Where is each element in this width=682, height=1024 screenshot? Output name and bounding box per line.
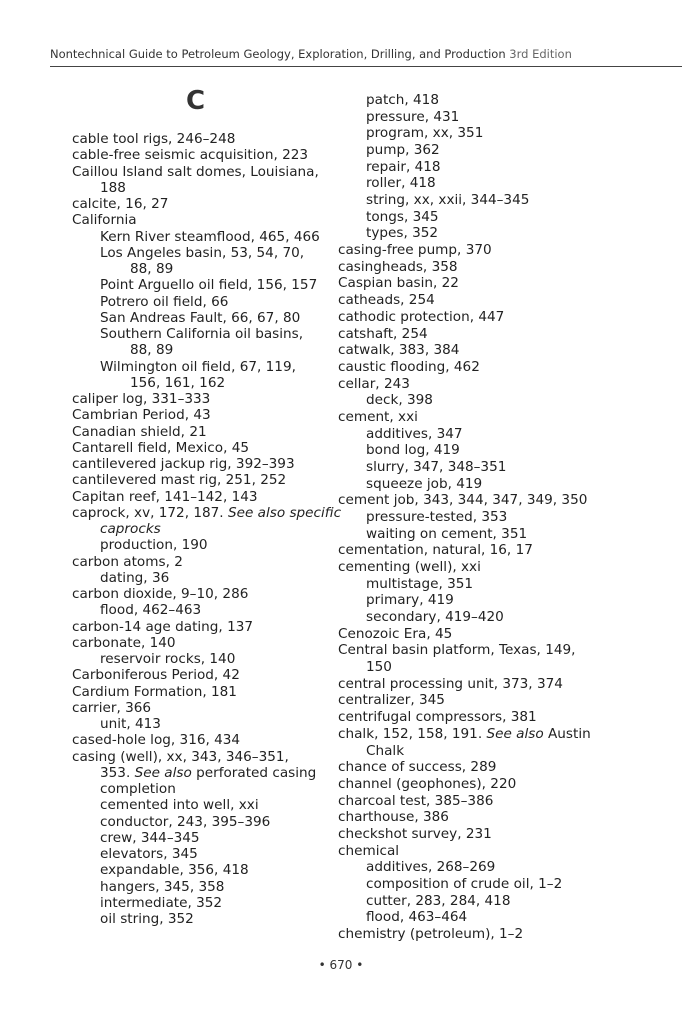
index-subentry [100,180,126,196]
entry-text: charcoal test, 385–386 [338,792,494,809]
index-entry [72,619,253,635]
index-subentry [130,342,173,358]
entry-text: cable-free seismic acquisition, 223 [72,147,309,164]
index-subentry [100,229,320,245]
entry-text: Chalk [366,742,405,759]
entry-text: 88, 89 [130,261,174,277]
entry-text: caustic flooding, 462 [338,358,480,375]
entry-text: cellar, 243 [338,375,410,392]
index-subentry [366,909,467,925]
index-entry [72,505,341,521]
cross-reference: See also [486,725,544,742]
entry-text: roller, 418 [366,175,436,192]
entry-text: centrifugal compressors, 381 [338,709,537,726]
index-subentry [100,716,161,732]
index-entry [72,586,248,602]
entry-text: expandable, 356, 418 [100,862,249,879]
index-subentry [100,814,270,830]
index-subentry [100,765,316,781]
entry-text: patch, 418 [366,92,439,108]
index-subentry [366,442,460,458]
entry-text: squeeze job, 419 [366,475,483,492]
index-subentry [100,537,208,553]
index-subentry [366,142,440,158]
index-entry [338,826,492,842]
index-entry [72,164,319,180]
index-entry [72,667,240,683]
index-entry [72,407,211,423]
entry-text: cantilevered jackup rig, 392–393 [72,456,295,472]
entry-text: program, xx, 351 [366,125,484,142]
entry-text: catheads, 254 [338,292,435,309]
index-entry [72,489,258,505]
index-subentry [366,609,504,625]
index-subentry [366,225,438,241]
entry-text: Wilmington oil field, 67, 119, [100,358,296,375]
index-subentry [130,375,225,391]
index-entry [72,440,249,456]
entry-text: charthouse, 386 [338,809,449,826]
index-subentry [100,911,194,927]
entry-text: additives, 347 [366,425,463,442]
entry-text: chalk, 152, 158, 191. [338,725,483,742]
entry-text: slurry, 347, 348–351 [366,458,507,475]
entry-text: Canadian shield, 21 [72,423,207,440]
entry-text: Cenozoic Era, 45 [338,625,453,642]
entry-text: pressure, 431 [366,108,460,125]
entry-text: chemistry (petroleum), 1–2 [338,926,524,942]
entry-text: California [72,212,137,229]
index-entry [72,554,183,570]
entry-text: string, xx, xxii, 344–345 [366,192,530,209]
index-subentry [100,359,296,375]
entry-text: unit, 413 [100,716,161,732]
entry-text: composition of crude oil, 1–2 [366,875,563,892]
entry-text: casing (well), xx, 343, 346–351, [72,748,289,765]
entry-text: cement job, 343, 344, 347, 349, 350 [338,492,588,509]
index-entry [72,391,210,407]
entry-text: 353. [100,764,131,781]
index-subentry [366,659,392,675]
index-subentry [100,651,235,667]
entry-text: additives, 268–269 [366,859,496,876]
entry-text: deck, 398 [366,392,433,409]
header-rule [50,66,682,67]
entry-text: caprock, xv, 172, 187. [72,504,224,521]
index-entry [338,809,449,825]
entry-text: completion [100,781,176,797]
index-subentry [366,743,404,759]
index-subentry [366,125,483,141]
index-subentry [100,797,259,813]
index-entry [338,676,563,692]
index-subentry [100,895,222,911]
index-entry [338,275,459,291]
index-subentry [100,830,200,846]
entry-text: carbon dioxide, 9–10, 286 [72,586,249,602]
entry-text: crew, 344–345 [100,829,200,846]
cross-reference: See also [134,764,192,781]
entry-text: carrier, 366 [72,699,152,716]
entry-text: cantilevered mast rig, 251, 252 [72,472,287,489]
index-entry [72,147,308,163]
index-entry [338,376,410,392]
entry-text: carbon-14 age dating, 137 [72,618,254,635]
entry-text: chemical [338,842,400,859]
index-entry [338,359,480,375]
index-entry [72,456,295,472]
entry-text: catwalk, 383, 384 [338,342,460,359]
cross-reference-target: Austin [548,725,591,742]
entry-text: Point Arguello oil field, 156, 157 [100,277,318,294]
index-subentry [366,459,506,475]
entry-text: casing-free pump, 370 [338,242,492,259]
index-entry [338,843,399,859]
index-entry [338,559,481,575]
index-subentry [100,277,317,293]
entry-text: catshaft, 254 [338,325,428,342]
entry-text: dating, 36 [100,569,170,586]
entry-text: Los Angeles basin, 53, 54, 70, [100,244,305,261]
index-entry [338,626,452,642]
entry-text: Southern California oil basins, [100,326,304,342]
index-entry [338,793,493,809]
entry-text: intermediate, 352 [100,894,223,911]
entry-text: oil string, 352 [100,911,194,927]
entry-text: production, 190 [100,537,208,554]
index-subentry [100,602,201,618]
index-subentry [100,326,303,342]
index-subentry [100,879,224,895]
index-subentry [366,92,439,108]
index-subentry [366,392,433,408]
entry-text: Cambrian Period, 43 [72,407,211,424]
index-subentry [366,893,510,909]
index-entry [338,926,523,942]
index-entry [338,492,587,508]
index-entry [72,131,235,147]
index-entry [72,196,168,212]
cross-reference: See also specific [227,504,342,521]
index-entry [338,692,445,708]
entry-text: waiting on cement, 351 [366,525,528,542]
index-subentry [366,209,439,225]
index-subentry [366,876,562,892]
entry-text: cathodic protection, 447 [338,308,505,325]
index-entry [72,749,289,765]
entry-text: centralizer, 345 [338,692,445,709]
index-entry [338,776,516,792]
entry-text: channel (geophones), 220 [338,775,517,792]
entry-text: primary, 419 [366,592,454,609]
entry-text: elevators, 345 [100,846,198,862]
entry-text: flood, 462–463 [100,602,202,619]
entry-text: flood, 463–464 [366,909,468,926]
entry-text: Kern River steamflood, 465, 466 [100,228,320,245]
index-entry [72,212,137,228]
running-header [50,47,682,61]
index-entry [338,642,575,658]
index-subentry [100,781,176,797]
entry-text: bond log, 419 [366,442,460,459]
cross-reference-target: perforated casing [196,764,317,781]
entry-text: cemented into well, xxi [100,797,259,814]
entry-text: caliper log, 331–333 [72,391,211,407]
index-subentry [366,159,441,175]
entry-text: hangers, 345, 358 [100,878,225,895]
index-entry [338,409,418,425]
entry-text: types, 352 [366,225,439,242]
entry-text: reservoir rocks, 140 [100,651,236,667]
index-subentry [366,526,527,542]
entry-text: Cantarell field, Mexico, 45 [72,439,250,456]
index-subentry [100,245,304,261]
entry-text: cementation, natural, 16, 17 [338,542,533,559]
index-entry [338,342,459,358]
index-subentry [130,261,173,277]
entry-text: tongs, 345 [366,208,439,225]
entry-text: calcite, 16, 27 [72,196,169,212]
index-subentry [100,570,169,586]
index-subentry [100,862,249,878]
index-entry [338,726,591,742]
index-subentry [366,509,507,525]
index-entry [72,684,237,700]
entry-text: casingheads, 358 [338,258,458,275]
index-subentry [366,175,436,191]
index-entry [72,732,240,748]
index-entry [72,472,286,488]
index-entry [72,700,151,716]
index-entry [72,424,207,440]
index-subentry [100,521,161,537]
entry-text: 88, 89 [130,342,174,359]
index-entry [338,326,428,342]
entry-text: 150 [366,659,392,676]
book-edition: 3rd Edition [509,47,572,61]
entry-text: conductor, 243, 395–396 [100,813,271,830]
page-number: • 670 • [318,958,364,972]
book-title: Nontechnical Guide to Petroleum Geology, Exploration, Drilling, and Production [50,47,506,61]
entry-text: 156, 161, 162 [130,374,226,391]
entry-text: secondary, 419–420 [366,609,504,626]
entry-text: Capitan reef, 141–142, 143 [72,488,258,505]
entry-text: multistage, 351 [366,575,474,592]
index-subentry [100,294,228,310]
entry-text: Caspian basin, 22 [338,275,459,292]
index-subentry [366,109,459,125]
entry-text: Central basin platform, Texas, 149, [338,642,576,659]
index-entry [338,759,496,775]
index-subentry [366,192,529,208]
entry-text: carbonate, 140 [72,634,176,651]
entry-text: cutter, 283, 284, 418 [366,892,511,909]
entry-text: carbon atoms, 2 [72,553,183,570]
entry-text: chance of success, 289 [338,759,497,776]
index-subentry [366,426,463,442]
entry-text: Caillou Island salt domes, Louisiana, [72,163,319,180]
index-subentry [366,476,482,492]
index-entry [338,259,458,275]
index-entry [338,292,435,308]
entry-text: Carboniferous Period, 42 [72,667,240,684]
index-entry [338,542,533,558]
entry-text: repair, 418 [366,158,441,175]
entry-text: cable tool rigs, 246–248 [72,131,236,147]
entry-text: cementing (well), xxi [338,559,481,576]
section-letter: C [186,86,206,116]
entry-text: Potrero oil field, 66 [100,293,229,310]
index-entry [338,309,504,325]
index-subentry [366,576,473,592]
index-subentry [100,310,300,326]
index-entry [338,709,537,725]
entry-text: pressure-tested, 353 [366,509,508,525]
entry-text: central processing unit, 373, 374 [338,675,563,692]
index-subentry [366,859,495,875]
entry-text: pump, 362 [366,142,440,159]
entry-text: 188 [100,179,126,196]
entry-text: cased-hole log, 316, 434 [72,732,241,749]
entry-text: San Andreas Fault, 66, 67, 80 [100,309,301,326]
entry-text: cement, xxi [338,408,418,425]
cross-reference: caprocks [100,521,161,537]
index-subentry [366,592,454,608]
index-subentry [100,846,198,862]
entry-text: checkshot survey, 231 [338,825,492,842]
index-entry [338,242,492,258]
index-entry [72,635,176,651]
entry-text: Cardium Formation, 181 [72,683,237,700]
